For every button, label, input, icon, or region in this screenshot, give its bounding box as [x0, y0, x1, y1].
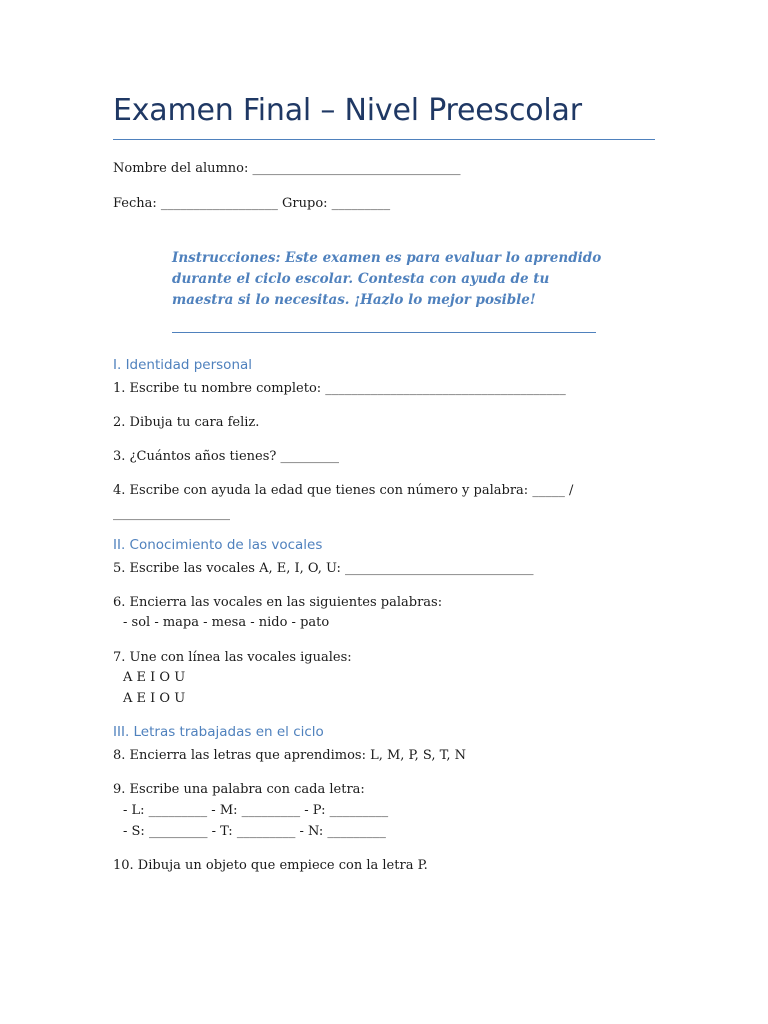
instructions-text: Instrucciones: Este examen es para evaluar lo aprendido durante el ciclo escolar. Contesta con ayuda de tu maestra si lo necesitas. ¡Hazlo lo mejor posible! [172, 250, 602, 308]
question-3: 3. ¿Cuántos años tienes? _________ [113, 449, 339, 464]
question-10: 10. Dibuja un objeto que empiece con la letra P. [113, 858, 428, 873]
section-title-vocales: II. Conocimiento de las vocales [113, 537, 323, 553]
question-6: 6. Encierra las vocales en las siguientes palabras: [113, 595, 443, 610]
question-9: 9. Escribe una palabra con cada letra: [113, 782, 365, 797]
title-underline [113, 139, 655, 140]
question-4-continuation: __________________ [113, 506, 230, 521]
question-9-row-1: - L: _________ - M: _________ - P: _________ [123, 803, 389, 818]
section-title-identidad: I. Identidad personal [113, 357, 253, 373]
question-6-words: - sol - mapa - mesa - nido - pato [123, 615, 330, 630]
question-4: 4. Escribe con ayuda la edad que tienes con número y palabra: _____ / [113, 483, 574, 498]
student-name-field: Nombre del alumno: ________________________________ [113, 161, 461, 176]
question-5: 5. Escribe las vocales A, E, I, O, U: _____________________________ [113, 561, 534, 576]
instructions-divider [172, 332, 596, 333]
vowel-row-1: A E I O U [123, 670, 186, 685]
date-group-field: Fecha: __________________ Grupo: _________ [113, 196, 391, 211]
question-7: 7. Une con línea las vocales iguales: [113, 650, 352, 665]
vowel-row-2: A E I O U [123, 691, 186, 706]
section-title-letras: III. Letras trabajadas en el ciclo [113, 724, 324, 740]
page-title: Examen Final – Nivel Preescolar [113, 93, 582, 128]
question-8: 8. Encierra las letras que aprendimos: L, M, P, S, T, N [113, 748, 467, 763]
question-2: 2. Dibuja tu cara feliz. [113, 415, 260, 430]
question-9-row-2: - S: _________ - T: _________ - N: _________ [123, 824, 386, 839]
question-1: 1. Escribe tu nombre completo: _____________________________________ [113, 381, 566, 396]
